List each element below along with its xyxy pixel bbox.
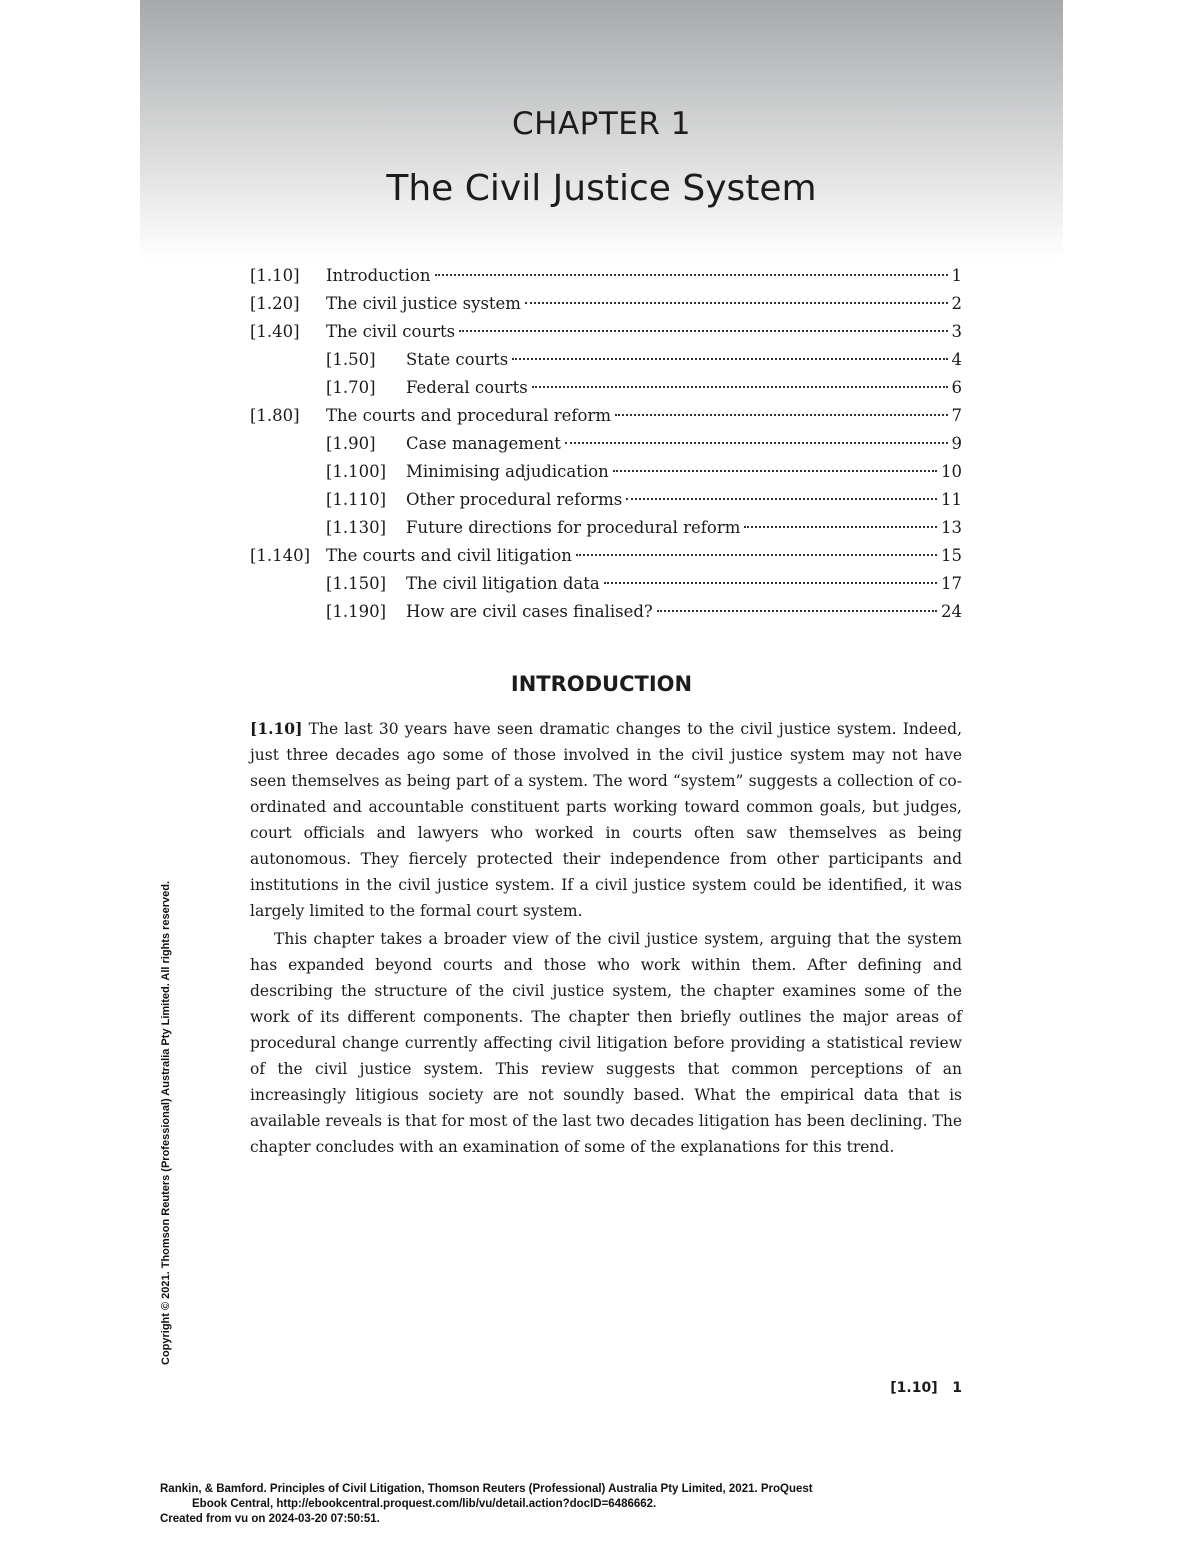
toc-dot-leader xyxy=(525,302,948,304)
toc-dot-leader xyxy=(576,554,937,556)
toc-dot-leader xyxy=(512,358,947,360)
toc-dot-leader xyxy=(565,442,948,444)
section-heading: INTRODUCTION xyxy=(510,672,693,696)
toc-entry-number: [1.90] xyxy=(326,434,376,453)
toc-entry-number: [1.110] xyxy=(326,490,387,509)
toc-entry-title: State courts xyxy=(406,350,509,369)
toc-entry-page: 13 xyxy=(941,518,962,537)
toc-entry-page: 4 xyxy=(951,350,962,369)
toc-entry[interactable] xyxy=(250,458,962,486)
toc-dot-leader xyxy=(626,498,937,500)
footer-line-2[interactable]: Ebook Central, http://ebookcentral.proquest.com/lib/vu/detail.action?docID=6486662. xyxy=(192,1498,657,1510)
toc-entry-title: Minimising adjudication xyxy=(406,462,609,481)
toc-entry-title: The courts and civil litigation xyxy=(326,546,572,565)
paragraph-1 xyxy=(250,716,962,924)
toc-entry-number: [1.70] xyxy=(326,378,376,397)
toc-dot-leader xyxy=(744,526,937,528)
toc-entry-title: How are civil cases finalised? xyxy=(406,602,653,621)
document-page xyxy=(140,0,1063,1553)
page-folio xyxy=(890,1380,962,1396)
toc-entry-number: [1.190] xyxy=(326,602,387,621)
toc-entry[interactable] xyxy=(250,262,962,290)
toc-entry-page: 24 xyxy=(941,602,962,621)
toc-dot-leader xyxy=(615,414,948,416)
toc-dot-leader xyxy=(604,582,937,584)
folio-ref: [1.10] xyxy=(890,1380,938,1396)
toc-entry-number: [1.50] xyxy=(326,350,376,369)
toc-entry-title: The civil litigation data xyxy=(406,574,600,593)
toc-dot-leader xyxy=(435,274,948,276)
toc-entry-number: [1.100] xyxy=(326,462,387,481)
toc-entry[interactable] xyxy=(250,402,962,430)
toc-entry-number: [1.40] xyxy=(250,322,300,341)
toc-entry-title: The courts and procedural reform xyxy=(326,406,611,425)
toc-entry-title: The civil justice system xyxy=(326,294,521,313)
paragraph-2: This chapter takes a broader view of the civil justice system, arguing that the system has expanded beyond courts and those who work within them. After defining and describing the structure of the civil justice system, the chapter examines some of the work of its different components. The chapter then briefly outlines the major areas of procedural change currently affecting civil litigation before providing a statistical review of the civil justice system. This review suggests that common perceptions of an increasingly litigious society are not soundly based. What the empirical data that is available reveals is that for most of the last two decades litigation has been declining. The chapter concludes with an examination of some of the explanations for this trend. xyxy=(250,930,962,1156)
toc-entry-page: 17 xyxy=(941,574,962,593)
toc-entry-number: [1.150] xyxy=(326,574,387,593)
toc-entry-page: 9 xyxy=(951,434,962,453)
toc-entry-title: Case management xyxy=(406,434,561,453)
toc-entry-page: 6 xyxy=(951,378,962,397)
toc-entry-title: Federal courts xyxy=(406,378,528,397)
toc-entry[interactable] xyxy=(250,374,962,402)
toc-entry-title: Introduction xyxy=(326,266,431,285)
footer-line-1: Rankin, & Bamford. Principles of Civil Litigation, Thomson Reuters (Professional) Australia Pty Limited, 2021. ProQuest xyxy=(160,1483,813,1495)
chapter-title: The Civil Justice System xyxy=(386,168,817,209)
toc-entry[interactable] xyxy=(250,486,962,514)
toc-entry-title: Future directions for procedural reform xyxy=(406,518,741,537)
toc-entry[interactable] xyxy=(250,318,962,346)
toc-entry[interactable] xyxy=(250,598,962,626)
toc-entry-number: [1.10] xyxy=(250,266,300,285)
toc-entry[interactable] xyxy=(250,430,962,458)
toc-entry[interactable] xyxy=(250,346,962,374)
toc-entry-page: 11 xyxy=(941,490,962,509)
toc-entry-number: [1.130] xyxy=(326,518,387,537)
toc-entry-page: 3 xyxy=(951,322,962,341)
toc-entry-page: 7 xyxy=(951,406,962,425)
citation-footer xyxy=(160,1482,880,1527)
footer-line-3: Created from vu on 2024-03-20 07:50:51. xyxy=(160,1513,380,1525)
toc-entry-page: 1 xyxy=(951,266,962,285)
toc-entry-page: 15 xyxy=(941,546,962,565)
chapter-label: CHAPTER 1 xyxy=(512,106,691,142)
folio-page-number: 1 xyxy=(952,1380,962,1396)
toc-entry[interactable] xyxy=(250,290,962,318)
body-text xyxy=(250,716,962,1162)
toc-dot-leader xyxy=(657,610,937,612)
toc-dot-leader xyxy=(459,330,947,332)
toc-entry-title: The civil courts xyxy=(326,322,456,341)
toc-entry-page: 10 xyxy=(941,462,962,481)
toc-entry-number: [1.140] xyxy=(250,546,311,565)
toc-dot-leader xyxy=(532,386,948,388)
toc-dot-leader xyxy=(613,470,937,472)
toc-entry-page: 2 xyxy=(951,294,962,313)
toc-entry[interactable] xyxy=(250,570,962,598)
toc-entry[interactable] xyxy=(250,542,962,570)
toc-entry-title: Other procedural reforms xyxy=(406,490,623,509)
table-of-contents xyxy=(250,262,962,626)
toc-entry-number: [1.80] xyxy=(250,406,300,425)
toc-entry-number: [1.20] xyxy=(250,294,300,313)
toc-entry[interactable] xyxy=(250,514,962,542)
copyright-sidenote: Copyright © 2021. Thomson Reuters (Professional) Australia Pty Limited. All rights reserved. xyxy=(160,880,172,1365)
paragraph-ref: [1.10] xyxy=(250,719,303,738)
paragraph-1-text: The last 30 years have seen dramatic changes to the civil justice system. Indeed, just three decades ago some of those involved in the civil justice system may not have seen themselves as being part of a system. The word “system” suggests a collection of co-ordinated and accountable constituent parts working toward common goals, but judges, court officials and lawyers who worked in courts often saw themselves as being autonomous. They fiercely protected their independence from other participants and institutions in the civil justice system. If a civil justice system could be identified, it was largely limited to the formal court system. xyxy=(250,720,962,920)
